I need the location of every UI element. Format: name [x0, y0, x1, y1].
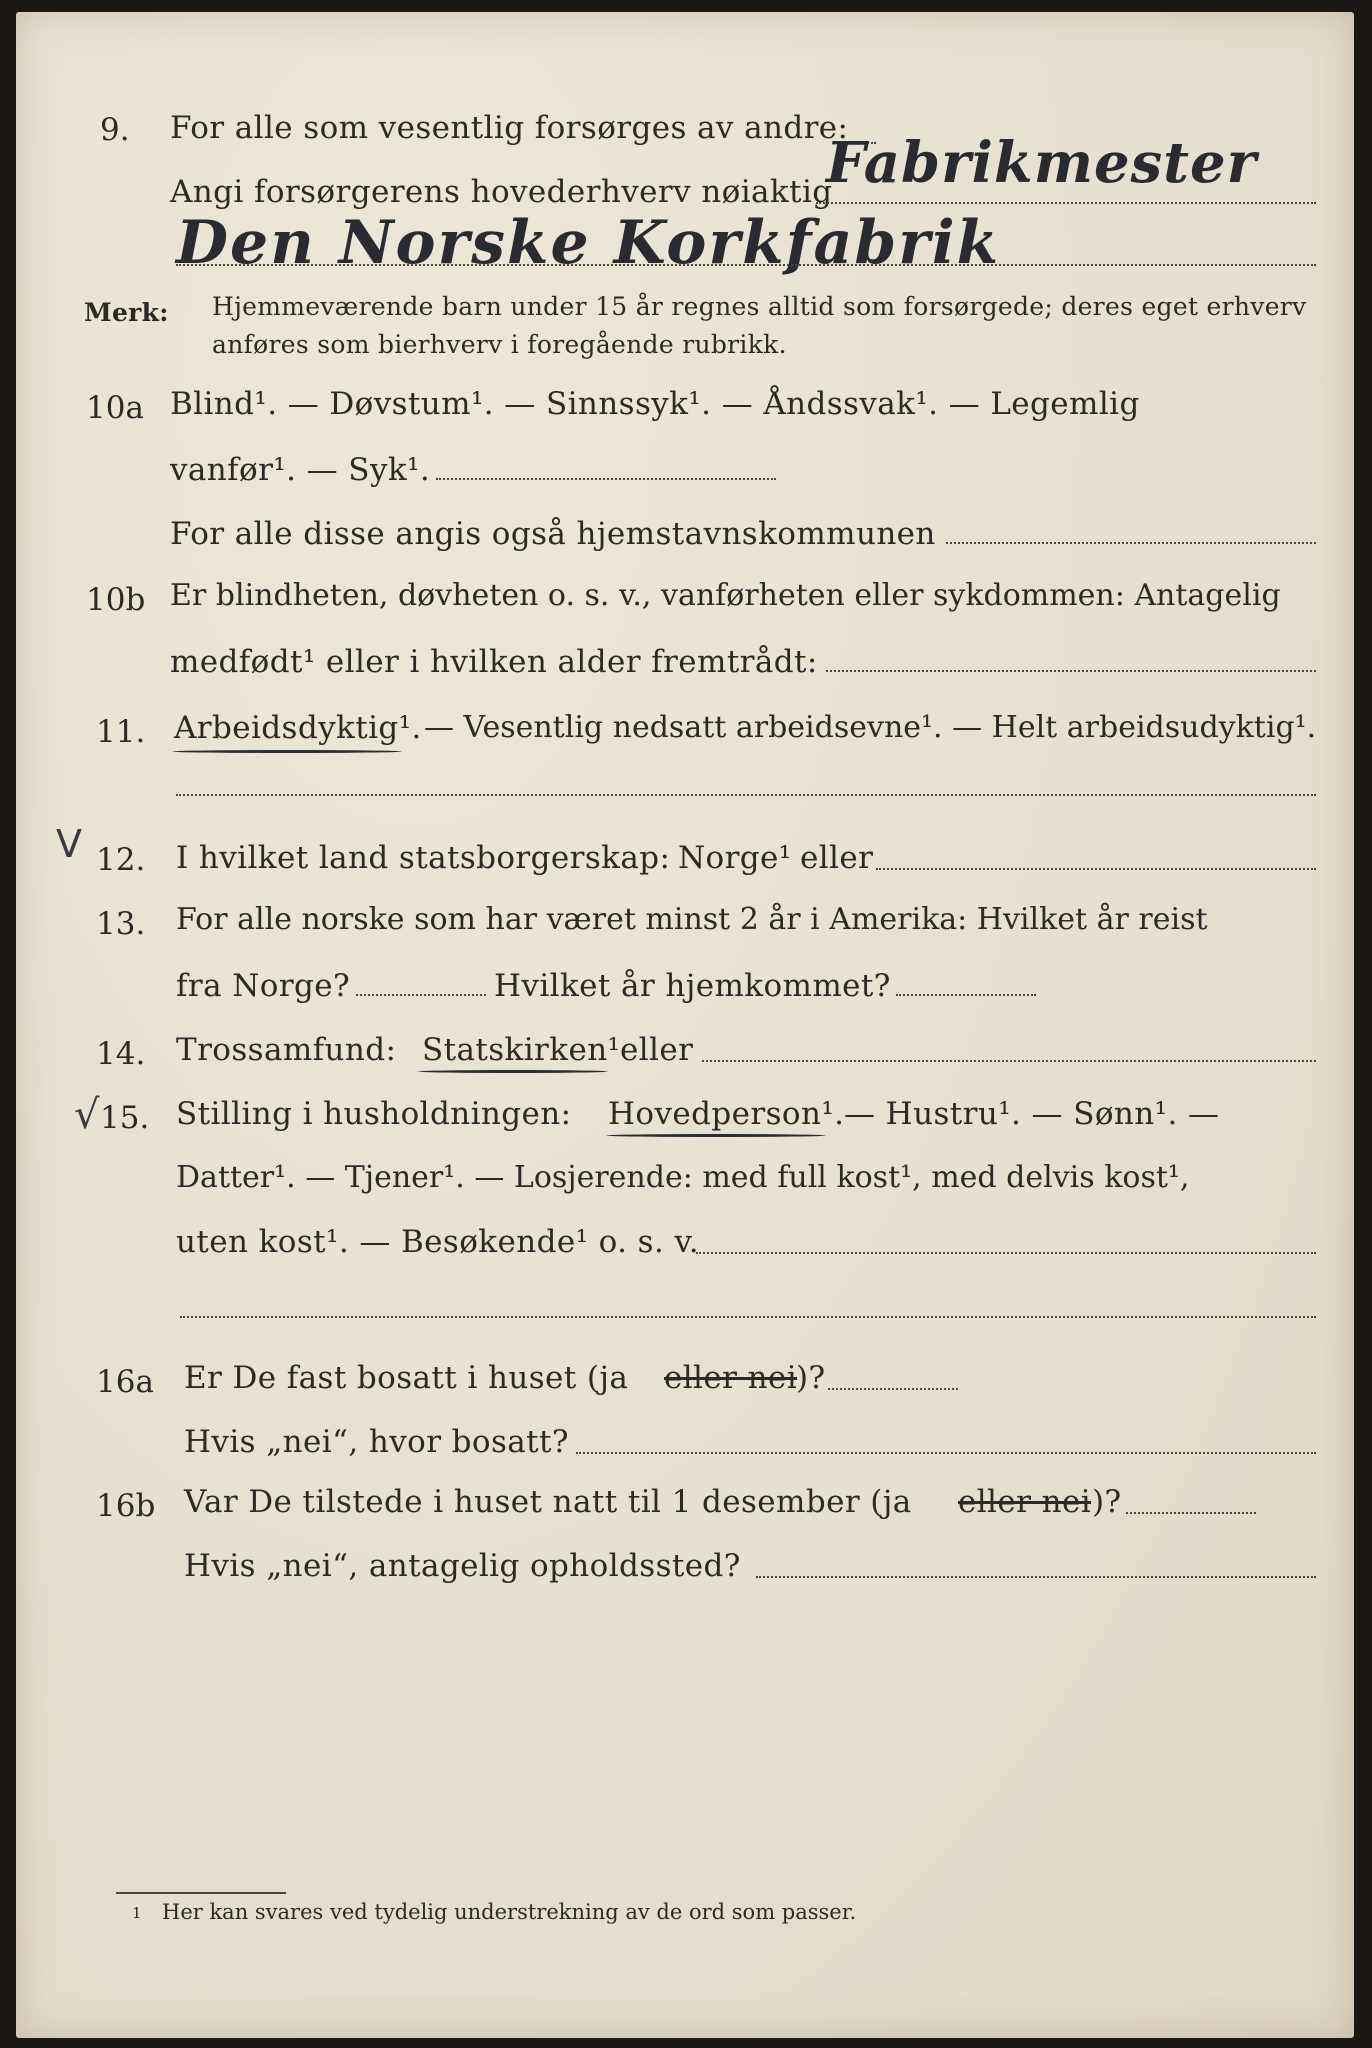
q16b-fill-line2	[756, 1576, 1316, 1578]
q10a-line2: vanfør¹. — Syk¹.	[170, 452, 431, 488]
q15-line2: Datter¹. — Tjener¹. — Losjerende: med full kost¹, med delvis kost¹,	[176, 1160, 1190, 1195]
q13-number: 13.	[96, 906, 146, 942]
q13-fill-year-return	[896, 994, 1036, 996]
q11-underline-mark	[172, 750, 402, 753]
q12-option-norge: Norge¹	[678, 840, 792, 876]
q10b-line1: Er blindheten, døvheten o. s. v., vanførheten eller sykdommen: Antagelig	[170, 578, 1281, 613]
q10b-line2: medfødt¹ eller i hvilken alder fremtrådt:	[170, 644, 818, 680]
q13-line2a: fra Norge?	[176, 968, 351, 1004]
q16b-line1a: Var De tilstede i huset natt til 1 desember (ja	[184, 1484, 912, 1520]
q10a-line3: For alle disse angis også hjemstavnskommunen	[170, 516, 936, 552]
q16b-line1c: )?	[1092, 1484, 1122, 1520]
q16a-line1a: Er De fast bosatt i huset (ja	[184, 1360, 629, 1396]
q12-text: I hvilket land statsborgerskap:	[176, 840, 671, 876]
merk-line2: anføres som bierhverv i foregående rubrikk.	[212, 330, 787, 359]
q16a-fill-line1	[828, 1388, 958, 1390]
q10b-number: 10b	[86, 582, 146, 618]
q16a-line1c: )?	[796, 1360, 826, 1396]
footnote-rule	[116, 1892, 286, 1894]
q15-rest: — Hustru¹. — Sønn¹. —	[844, 1096, 1220, 1132]
q11-fill	[176, 794, 1316, 796]
footnote-mark: 1	[132, 1904, 142, 1922]
q14-underline-mark	[418, 1070, 608, 1073]
q9-fill-line3	[176, 264, 1316, 266]
q12-number: 12.	[96, 842, 146, 878]
q13-fill-year-left	[356, 994, 486, 996]
q15-number: 15.	[100, 1100, 150, 1136]
q9-handwritten-occupation: Fabrikmester	[826, 130, 1258, 196]
q9-line1: For alle som vesentlig forsørges av andre:	[170, 110, 849, 146]
q14-fill	[702, 1060, 1316, 1062]
q14-text: Trossamfund:	[176, 1032, 397, 1068]
q16b-struck-option: eller nei	[958, 1484, 1092, 1520]
q9-line2: Angi forsørgerens hovederhverv nøiaktig	[170, 174, 833, 210]
merk-line1: Hjemmeværende barn under 15 år regnes alltid som forsørgede; deres eget erhverv	[212, 292, 1307, 321]
q10a-number: 10a	[86, 390, 144, 426]
q15-check-mark: √	[74, 1092, 100, 1138]
q10a-fill-line2	[436, 478, 776, 480]
q15-option-hovedperson: Hovedperson¹.	[608, 1096, 845, 1132]
q12-rest: eller	[800, 840, 874, 876]
q14-option-statskirken: Statskirken¹	[422, 1032, 621, 1068]
q9-handwritten-employer: Den Norske Korkfabrik	[176, 208, 1001, 278]
q15-underline-mark	[606, 1134, 826, 1137]
q14-rest: eller	[620, 1032, 694, 1068]
q11-rest: — Vesentlig nedsatt arbeidsevne¹. — Helt arbeidsudyktig¹.	[424, 710, 1317, 745]
q11-number: 11.	[96, 714, 146, 750]
q9-fill-line2	[816, 202, 1316, 204]
q16a-line2: Hvis „nei“, hvor bosatt?	[184, 1424, 569, 1460]
q15-fill-line3	[696, 1252, 1316, 1254]
q15-text: Stilling i husholdningen:	[176, 1096, 572, 1132]
q10a-line1: Blind¹. — Døvstum¹. — Sinnssyk¹. — Åndssvak¹. — Legemlig	[170, 386, 1140, 422]
q16b-number: 16b	[96, 1488, 156, 1524]
q16b-fill-line1	[1126, 1512, 1256, 1514]
q10b-fill-line2	[826, 670, 1316, 672]
q13-line2b: Hvilket år hjemkommet?	[494, 968, 891, 1004]
q12-fill	[876, 868, 1316, 870]
q16a-struck-option: eller nei	[664, 1360, 798, 1396]
q11-option-arbeidsdyktig: Arbeidsdyktig¹.	[174, 710, 422, 746]
census-form-page	[16, 12, 1354, 2038]
q16a-fill-line2	[576, 1452, 1316, 1454]
q15-line3: uten kost¹. — Besøkende¹ o. s. v.	[176, 1224, 699, 1260]
q9-number: 9.	[100, 112, 130, 148]
q15-fill-line4	[180, 1316, 1316, 1318]
q13-line1: For alle norske som har været minst 2 år i Amerika: Hvilket år reist	[176, 902, 1208, 937]
merk-label: Merk:	[84, 298, 169, 327]
q16b-line2: Hvis „nei“, antagelig opholdssted?	[184, 1548, 741, 1584]
footnote-text: Her kan svares ved tydelig understrekning av de ord som passer.	[162, 1900, 857, 1924]
q12-check-mark: V	[56, 822, 82, 866]
q10a-fill-line3	[946, 542, 1316, 544]
q14-number: 14.	[96, 1036, 146, 1072]
q16a-number: 16a	[96, 1364, 154, 1400]
